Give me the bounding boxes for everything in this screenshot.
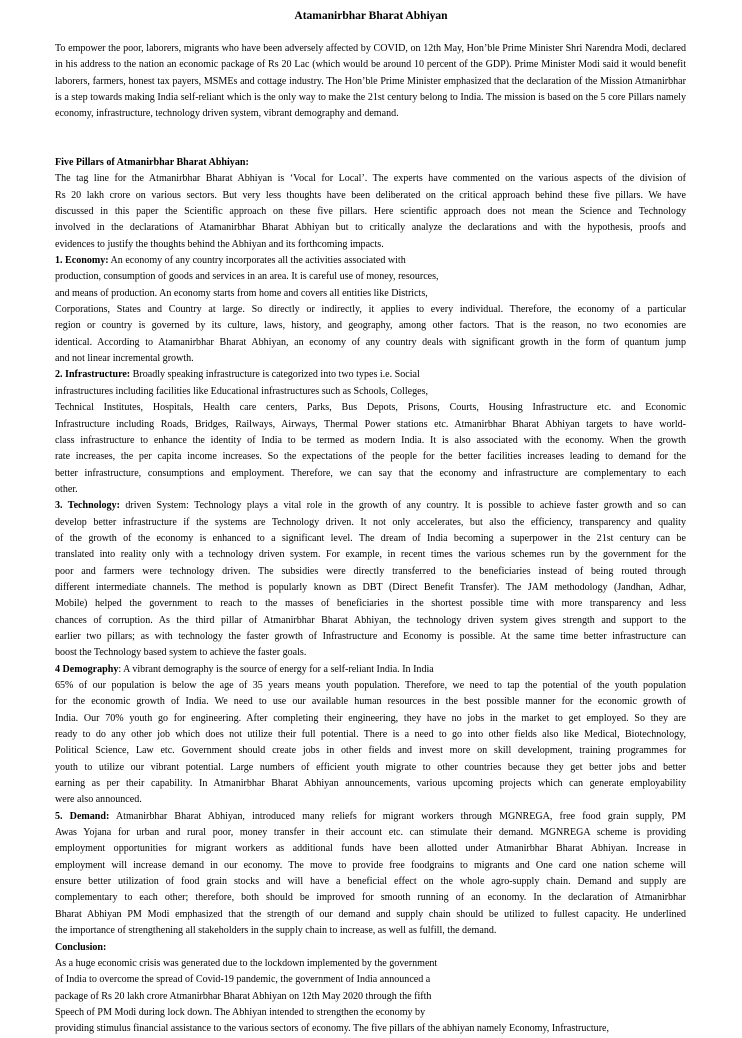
text-line bbox=[55, 760, 686, 776]
line-text: the importance of strengthening all stakeholders in the supply chain to increase, as well as fulfill, the demand. bbox=[55, 925, 497, 937]
line-text: discussed in this paper the Scientific approach on these five pillars. Here scientific approach does not mean the Science and Technology bbox=[55, 206, 686, 218]
line-text: identical. According to Atamanirbhar Bharat Abhiyan, an economy of any country deals with significant growth in the form of quantum jump bbox=[55, 336, 686, 348]
line-text: India. Our 70% youth go for engineering. After completing their engineering, they have no jobs in the market to get employed. So they are bbox=[55, 712, 686, 724]
text-line bbox=[55, 384, 686, 400]
text-line bbox=[55, 678, 686, 694]
line-text: youth to utilize our vibrant potential. Large numbers of efficient youth migrate to other countries because they get better jobs and better bbox=[55, 761, 686, 773]
text-line bbox=[55, 972, 686, 988]
bold-heading: 2. Infrastructure: bbox=[55, 369, 131, 381]
line-text: driven System: Technology plays a vital role in the growth of any country. It is possible to achieve faster growth and so can bbox=[119, 500, 686, 512]
text-line bbox=[55, 694, 686, 710]
line-text: involved in the declarations of Atamanirbhar Bharat Abhiyan but to critically analyze the declarations and with the hypothesis, proofs and bbox=[55, 222, 686, 234]
line-text: production, consumption of goods and services in an area. It is careful use of money, resources, bbox=[55, 271, 439, 283]
text-line bbox=[55, 711, 686, 727]
line-text: evidences to justify the thoughts behind the Abhiyan and its forthcoming impacts. bbox=[55, 238, 384, 250]
section-heading-line bbox=[55, 155, 686, 171]
line-text: Speech of PM Modi during lock down. The Abhiyan intended to strengthen the economy by bbox=[55, 1006, 426, 1018]
line-text: different intermediate channels. The method is popularly known as DBT (Direct Benefit Transfer). The JAM methodology (Jandhan, Adhar, bbox=[55, 581, 686, 593]
section-heading-line bbox=[55, 809, 686, 825]
text-line bbox=[55, 858, 686, 874]
text-line bbox=[55, 466, 686, 482]
text-line bbox=[55, 269, 686, 285]
document-body bbox=[55, 155, 686, 1038]
text-line bbox=[55, 204, 686, 220]
line-text: : A vibrant demography is the source of energy for a self-reliant India. In India bbox=[118, 663, 434, 675]
line-text: complementary to each other; therefore, both should be improved for smooth running of an economy. In the declaration of Atmanirbhar bbox=[55, 892, 686, 904]
text-line bbox=[55, 907, 686, 923]
line-text: Political Science, Law etc. Government should create jobs in other fields and invest more on skill development, training programmes for bbox=[55, 745, 686, 757]
section-heading-line bbox=[55, 253, 686, 269]
text-line bbox=[55, 564, 686, 580]
text-line bbox=[55, 956, 686, 972]
text-line bbox=[55, 237, 686, 253]
line-text: earlier two pillars; as with technology the faster growth of Infrastructure and Economy is possible. At the same time better infrastructure can bbox=[55, 630, 686, 642]
line-text: and means of production. An economy starts from home and covers all entities like Districts, bbox=[55, 287, 428, 299]
line-text: other. bbox=[55, 483, 78, 495]
text-line bbox=[55, 286, 686, 302]
text-line bbox=[55, 515, 686, 531]
line-text: of the growth of the economy is enhanced to a significant level. The dream of India becoming a superpower in the 21st century can be bbox=[55, 532, 686, 544]
section-heading-line bbox=[55, 662, 686, 678]
line-text: Technical Institutes, Hospitals, Health care centers, Parks, Bus Depots, Prisons, Courts, Housing Infrastructure etc. and Economic bbox=[55, 402, 686, 414]
text-line bbox=[55, 335, 686, 351]
text-line bbox=[55, 449, 686, 465]
text-line bbox=[55, 318, 686, 334]
line-text: earning as per their capability. In Atmanirbhar Bharat Abhiyan announcements, various upcoming projects which can generate employability bbox=[55, 778, 686, 790]
line-text: ensure better utilization of food grain stocks and will have a beneficial effect on the whole agro-supply chain. Demand and supply are bbox=[55, 876, 686, 888]
text-line bbox=[55, 220, 686, 236]
bold-heading: Five Pillars of Atmanirbhar Bharat Abhiyan: bbox=[55, 157, 249, 168]
line-text: were also announced. bbox=[55, 794, 142, 806]
line-text: 65% of our population is below the age of 35 years means youth population. Therefore, we need to tap the potential of the youth population bbox=[55, 680, 686, 691]
line-text: employment opportunities for migrant workers as additional funds have been allotted under Atmanirbhar Bharat Abhiyan. Increase in bbox=[55, 843, 686, 855]
section-heading-line bbox=[55, 940, 686, 956]
line-text: translated into reality only with a technology driven system. For example, in recent times the various schemes run by the government for the bbox=[55, 549, 686, 561]
line-text: chances of corruption. As the third pillar of Atmanirbhar Bharat Abhiyan, the technology driven system gives strength and support to the bbox=[55, 614, 686, 626]
text-line bbox=[55, 531, 686, 547]
text-line bbox=[55, 351, 686, 367]
bold-heading: 4 Demography bbox=[55, 663, 119, 675]
text-line bbox=[55, 400, 686, 416]
line-text: region or country is governed by its culture, laws, history, and geography, among other factors. That is the reason, no two economies are bbox=[55, 320, 686, 332]
line-text: package of Rs 20 lakh crore Atmanirbhar Bharat Abhiyan on 12th May 2020 through the fifth bbox=[55, 990, 432, 1002]
text-line bbox=[55, 433, 686, 449]
line-text: infrastructures including facilities like Educational infrastructures such as Schools, Colleges, bbox=[55, 385, 429, 397]
text-line bbox=[55, 613, 686, 629]
text-line bbox=[55, 989, 686, 1005]
line-text: of India to overcome the spread of Covid-19 pandemic, the government of India announced a bbox=[55, 974, 431, 986]
line-text: The tag line for the Atmanirbhar Bharat Abhiyan is ‘Vocal for Local’. The experts have commented on the various aspects of the division of bbox=[55, 173, 686, 185]
text-line bbox=[55, 482, 686, 498]
bold-heading: 1. Economy: bbox=[55, 255, 109, 267]
line-text: rate increases, the per capita income increases. So the expectations of the people for the better facilities increases leading to demand for the bbox=[55, 451, 686, 463]
intro-paragraph: To empower the poor, laborers, migrants who have been adversely affected by COVID, on 12th May, Hon’ble Prime Minister Shri Narendra Modi, declared in his address to the nation an economic package of Rs 20 Lac (which would be around 10 percent of the GDP). Prime Minister Modi said it would benefit laborers, farmers, honest tax payers, MSMEs and cottage industry. The Hon’ble Prime Minister emphasized that the declaration of the Mission Atmanirbhar is a step towards making India self-reliant which is the only way to make the 21st century belong to India. The mission is based on the 5 core Pillars namely economy, infrastructure, technology driven system, vibrant demography and demand. bbox=[55, 43, 686, 120]
line-text: develop better infrastructure if the systems are Technology driven. It not only accelerates, but also the efficiency, transparency and quality bbox=[55, 516, 686, 528]
text-line bbox=[55, 874, 686, 890]
text-line bbox=[55, 596, 686, 612]
line-text: for the economic growth of India. We need to use our available human resources in the best possible manner for the economic growth of bbox=[55, 696, 686, 708]
line-text: better infrastructure, consumptions and employment. Therefore, we can say that the economy and infrastructure are complementary to each bbox=[55, 467, 686, 479]
line-text: class infrastructure to enhance the identity of India to be termed as modern India. It is also associated with the economy. When the growth bbox=[55, 434, 686, 446]
line-text: and not linear incremental growth. bbox=[55, 353, 194, 365]
line-text: providing stimulus financial assistance to the various sectors of economy. The five pillars of the abhiyan namely Economy, Infrastructure, bbox=[55, 1023, 610, 1035]
text-line bbox=[55, 743, 686, 759]
document-title: Atamanirbhar Bharat Abhiyan bbox=[294, 10, 448, 22]
line-text: Rs 20 lakh crore on various sectors. But very less thoughts have been deliberated on the critical approach behind these five pillars. We have bbox=[55, 189, 686, 201]
line-text: Mobile) helped the government to reach to the masses of beneficiaries in the shortest possible time with more transparency and less bbox=[55, 598, 686, 610]
text-line bbox=[55, 171, 686, 187]
line-text: Broadly speaking infrastructure is categorized into two types i.e. Social bbox=[130, 369, 420, 381]
line-text: Awas Yojana for urban and rural poor, money transfer in their account etc. can stimulate their demand. MGNREGA scheme is providing bbox=[55, 827, 686, 839]
text-line bbox=[55, 841, 686, 857]
line-text: ready to do any other job which does not utilize their full potential. There is a need to go into other fields also like Medical, Biotechnology, bbox=[55, 729, 686, 741]
text-line bbox=[55, 629, 686, 645]
line-text: Infrastructure including Roads, Bridges, Railways, Airways, Thermal Power stations etc. Atmanirbhar Bharat Abhiyan targets to have world- bbox=[55, 418, 686, 430]
line-text: boost the Technology based system to achieve the faster goals. bbox=[55, 647, 307, 659]
text-line bbox=[55, 825, 686, 841]
text-line bbox=[55, 417, 686, 433]
text-line bbox=[55, 792, 686, 808]
text-line bbox=[55, 580, 686, 596]
section-heading-line bbox=[55, 367, 686, 383]
text-line bbox=[55, 547, 686, 563]
section-heading-line bbox=[55, 498, 686, 514]
line-text: Corporations, States and Country at large. So directly or indirectly, it applies to every individual. Therefore, the economy of a particular bbox=[55, 304, 686, 316]
text-line bbox=[55, 776, 686, 792]
bold-heading: 5. Demand: bbox=[55, 810, 110, 822]
text-line bbox=[55, 890, 686, 906]
text-line bbox=[55, 1005, 686, 1021]
line-text: poor and farmers were technology driven. The subsidies were directly transferred to the beneficiaries instead of being routed through bbox=[55, 565, 686, 577]
line-text: Atmanirbhar Bharat Abhiyan, introduced many reliefs for migrant workers through MGNREGA, free food grain supply, PM bbox=[109, 810, 686, 822]
line-text: Bharat Abhiyan PM Modi emphasized that the strength of our demand and supply chain should be utilized to fullest capacity. He underlined bbox=[55, 908, 686, 920]
text-line bbox=[55, 302, 686, 318]
text-line bbox=[55, 645, 686, 661]
line-text: employment will increase demand in our economy. The move to provide free foodgrains to migrants and One card one nation scheme will bbox=[55, 859, 686, 871]
line-text: As a huge economic crisis was generated due to the lockdown implemented by the government bbox=[55, 957, 438, 969]
text-line bbox=[55, 727, 686, 743]
text-line bbox=[55, 1021, 686, 1037]
text-line bbox=[55, 188, 686, 204]
text-line bbox=[55, 923, 686, 939]
line-text: An economy of any country incorporates all the activities associated with bbox=[108, 255, 406, 267]
bold-heading: Conclusion: bbox=[55, 941, 107, 953]
bold-heading: 3. Technology: bbox=[55, 500, 120, 512]
